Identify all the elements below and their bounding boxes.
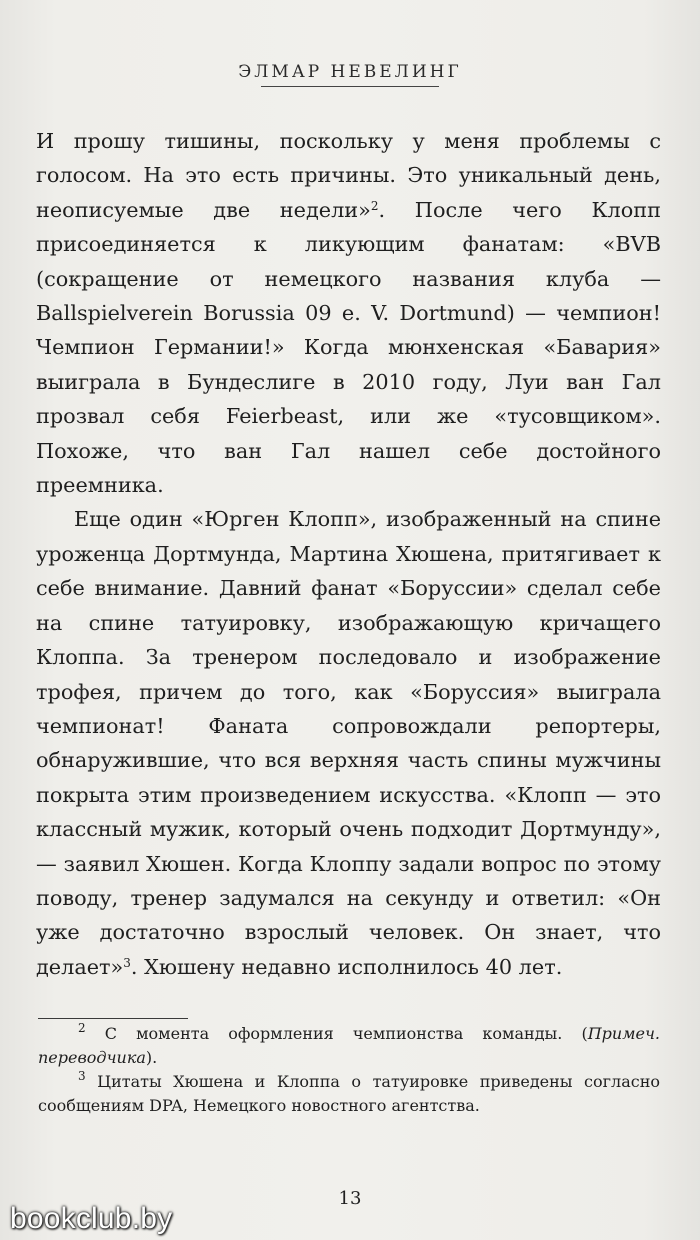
- footnote-2-text: С момента оформления чемпионства команды. (: [85, 1024, 588, 1043]
- paragraph-2-text-b: . Хюшену недавно исполнилось 40 лет.: [130, 954, 563, 979]
- body-text: [36, 124, 661, 984]
- footnote-2-tail: ).: [145, 1048, 158, 1067]
- page-number: 13: [338, 1188, 362, 1209]
- running-head-text: ЭЛМАР НЕВЕЛИНГ: [238, 62, 462, 82]
- footnote-ref-3: 3: [123, 955, 131, 970]
- footnote-2-marker: 2: [78, 1021, 86, 1035]
- footnotes: [38, 1022, 660, 1118]
- running-head: [0, 62, 700, 87]
- paragraph-1: [36, 124, 661, 502]
- footnote-2-italic: Примеч. переводчика: [38, 1024, 660, 1067]
- running-head-rule: [261, 86, 439, 87]
- footnote-3-text: Цитаты Хюшена и Клоппа о татуировке приведены согласно сообщениям DPA, Немецкого новостного агентства.: [38, 1072, 660, 1115]
- paragraph-1-text-b: . После чего Клопп присоединяется к ликующим фанатам: «BVB (сокращение от немецкого названия клуба — Ballspielverein Borussia 09 e. V. Dortmund) — чемпион! Чемпион Германии!» Когда мюнхенская «Бавария» выиграла в Бундеслиге в 2010 году, Луи ван Гал прозвал себя Feierbeast, или же «тусовщиком». Похоже, что ван Гал нашел себе достойного преемника.: [36, 197, 661, 498]
- footnote-2: [38, 1022, 660, 1070]
- footnote-3: [38, 1070, 660, 1118]
- footnote-ref-2: 2: [370, 198, 379, 213]
- paragraph-2: [36, 502, 661, 984]
- paragraph-1-text-a: И прошу тишины, поскольку у меня проблемы с голосом. На это есть причины. Это уникальный день, неописуемые две недели»: [36, 129, 661, 222]
- footnote-divider: [38, 1018, 188, 1019]
- footnote-3-marker: 3: [78, 1069, 86, 1083]
- watermark: bookclub.by: [10, 1202, 173, 1235]
- paragraph-2-text-a: Еще один «Юрген Клопп», изображенный на спине уроженца Дортмунда, Мартина Хюшена, притягивает к себе внимание. Давний фанат «Боруссии» сделал себе на спине татуировку, изображающую кричащего Клоппа. За тренером последовало и изображение трофея, причем до того, как «Боруссия» выиграла чемпионат! Фаната сопровождали репортеры, обнаружившие, что вся верхняя часть спины мужчины покрыта этим произведением искусства. «Клопп — это классный мужик, который очень подходит Дортмунду», — заявил Хюшен. Когда Клоппу задали вопрос по этому поводу, тренер задумался на секунду и ответил: «Он уже достаточно взрослый человек. Он знает, что делает»: [36, 507, 661, 979]
